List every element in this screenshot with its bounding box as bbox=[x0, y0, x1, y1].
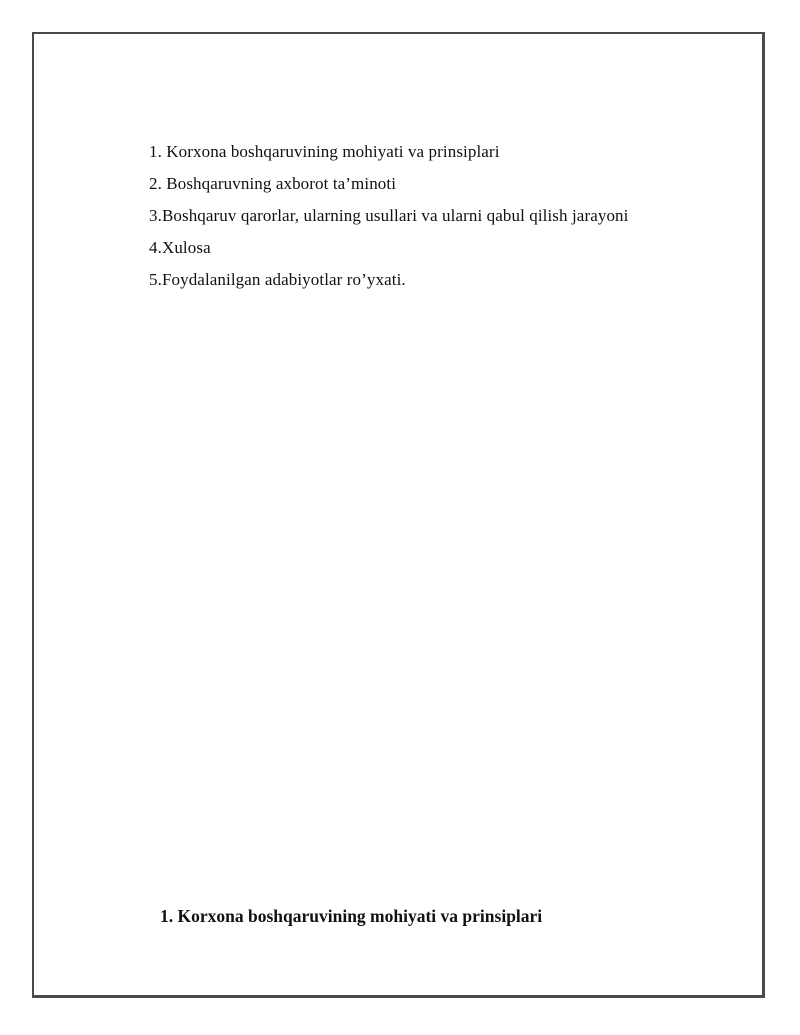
toc-item-2: 2. Boshqaruvning axborot ta’minoti bbox=[149, 174, 397, 193]
toc-item-1: 1. Korxona boshqaruvining mohiyati va prinsiplari bbox=[149, 142, 500, 161]
toc-item-4: 4.Xulosa bbox=[149, 238, 211, 257]
toc-item-3: 3.Boshqaruv qarorlar, ularning usullari va ularni qabul qilish jarayoni bbox=[149, 206, 629, 225]
section-heading: 1. Korxona boshqaruvining mohiyati va prinsiplari bbox=[160, 906, 543, 926]
toc-item-5: 5.Foydalanilgan adabiyotlar ro’yxati. bbox=[149, 270, 406, 289]
table-of-contents bbox=[149, 136, 628, 296]
